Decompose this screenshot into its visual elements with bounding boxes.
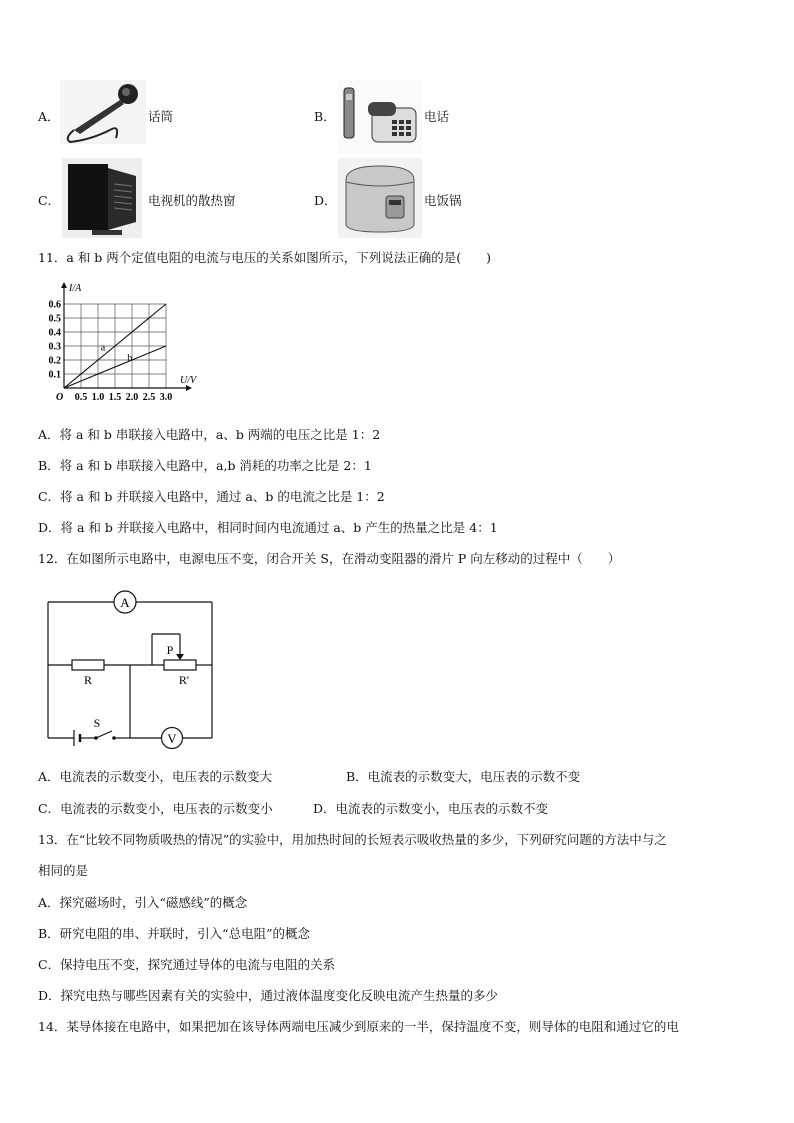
resistor-r-label: R	[83, 673, 93, 687]
rice-cooker-icon	[338, 158, 422, 238]
telephone-icon	[338, 80, 422, 154]
slider-label: P	[166, 643, 174, 657]
x-axis-label: U/V	[180, 375, 197, 386]
x-tick-label: 1.5	[108, 392, 122, 403]
q12-option-c: C．电流表的示数变小，电压表的示数变小	[38, 801, 273, 816]
slider-arrow-icon	[176, 654, 184, 660]
origin-label: O	[56, 392, 64, 403]
voltmeter-label: V	[167, 731, 177, 746]
q13-option-a: A．探究磁场时，引入“磁感线”的概念	[38, 895, 248, 910]
series-label-a: a	[100, 342, 106, 354]
y-axis-label: I/A	[69, 283, 82, 294]
q13-option-b: B．研究电阻的串、并联时，引入“总电阻”的概念	[38, 926, 310, 941]
y-tick-label: 0.2	[48, 355, 61, 367]
x-tick-label: 2.0	[125, 392, 139, 403]
q10-option-c-label: 电视机的散热窗	[148, 193, 236, 208]
q11-option-a: A．将 a 和 b 串联接入电路中，a、b 两端的电压之比是 1：2	[38, 427, 381, 442]
q11-stem: 11．a 和 b 两个定值电阻的电流与电压的关系如图所示，下列说法正确的是( )	[38, 250, 492, 265]
x-tick-label: 1.0	[91, 392, 105, 403]
q11-option-b: B．将 a 和 b 串联接入电路中，a,b 消耗的功率之比是 2：1	[38, 458, 372, 473]
q10-option-a-label: 话筒	[148, 109, 174, 124]
rheostat-label: R'	[178, 673, 190, 687]
series-label-b: b	[127, 352, 133, 364]
q10-option-b-letter: B．	[314, 109, 336, 124]
q10-option-a-letter: A．	[38, 109, 60, 124]
q13-stem-line1: 13．在“比较不同物质吸热的情况”的实验中，用加热时间的长短表示吸收热量的多少，下列研究问题的方法中与之	[38, 832, 667, 847]
q10-option-b-label: 电话	[424, 109, 450, 124]
q12-option-b: B．电流表的示数变大，电压表的示数不变	[346, 769, 581, 784]
iv-chart	[40, 280, 210, 412]
switch-label: S	[93, 716, 101, 730]
x-tick-label: 2.5	[142, 392, 156, 403]
q10-option-c-letter: C．	[38, 193, 61, 208]
y-tick-label: 0.5	[48, 313, 61, 325]
y-tick-label: 0.6	[48, 299, 61, 311]
ammeter-label: A	[120, 595, 130, 610]
y-tick-label: 0.1	[48, 369, 61, 381]
tv-icon	[62, 158, 142, 238]
rheostat-icon	[164, 660, 196, 670]
q11-option-c: C．将 a 和 b 并联接入电路中，通过 a、b 的电流之比是 1：2	[38, 489, 385, 504]
q10-option-d-label: 电饭锅	[424, 193, 462, 208]
circuit-diagram	[40, 588, 220, 752]
y-tick-label: 0.3	[48, 341, 61, 353]
y-tick-label: 0.4	[48, 327, 61, 339]
q14-stem: 14．某导体接在电路中，如果把加在该导体两端电压减少到原来的一半，保持温度不变，则导体的电阻和通过它的电	[38, 1019, 679, 1034]
q12-stem: 12．在如图所示电路中，电源电压不变，闭合开关 S，在滑动变阻器的滑片 P 向左移动的过程中（ ）	[38, 551, 621, 566]
q13-option-d: D．探究电热与哪些因素有关的实验中，通过液体温度变化反映电流产生热量的多少	[38, 988, 499, 1003]
y-axis-arrow-icon	[61, 282, 67, 288]
microphone-icon	[60, 80, 146, 144]
x-tick-label: 0.5	[74, 392, 88, 403]
q13-option-c: C．保持电压不变，探究通过导体的电流与电阻的关系	[38, 957, 336, 972]
q10-option-d-letter: D．	[314, 193, 337, 208]
x-tick-label: 3.0	[159, 392, 173, 403]
q12-option-d: D．电流表的示数变小，电压表的示数不变	[313, 801, 549, 816]
q12-option-a: A．电流表的示数变小，电压表的示数变大	[38, 769, 273, 784]
q11-option-d: D．将 a 和 b 并联接入电路中，相同时间内电流通过 a、b 产生的热量之比是 4：1	[38, 520, 498, 535]
q13-stem-line2: 相同的是	[38, 863, 89, 878]
resistor-r-icon	[72, 660, 104, 670]
